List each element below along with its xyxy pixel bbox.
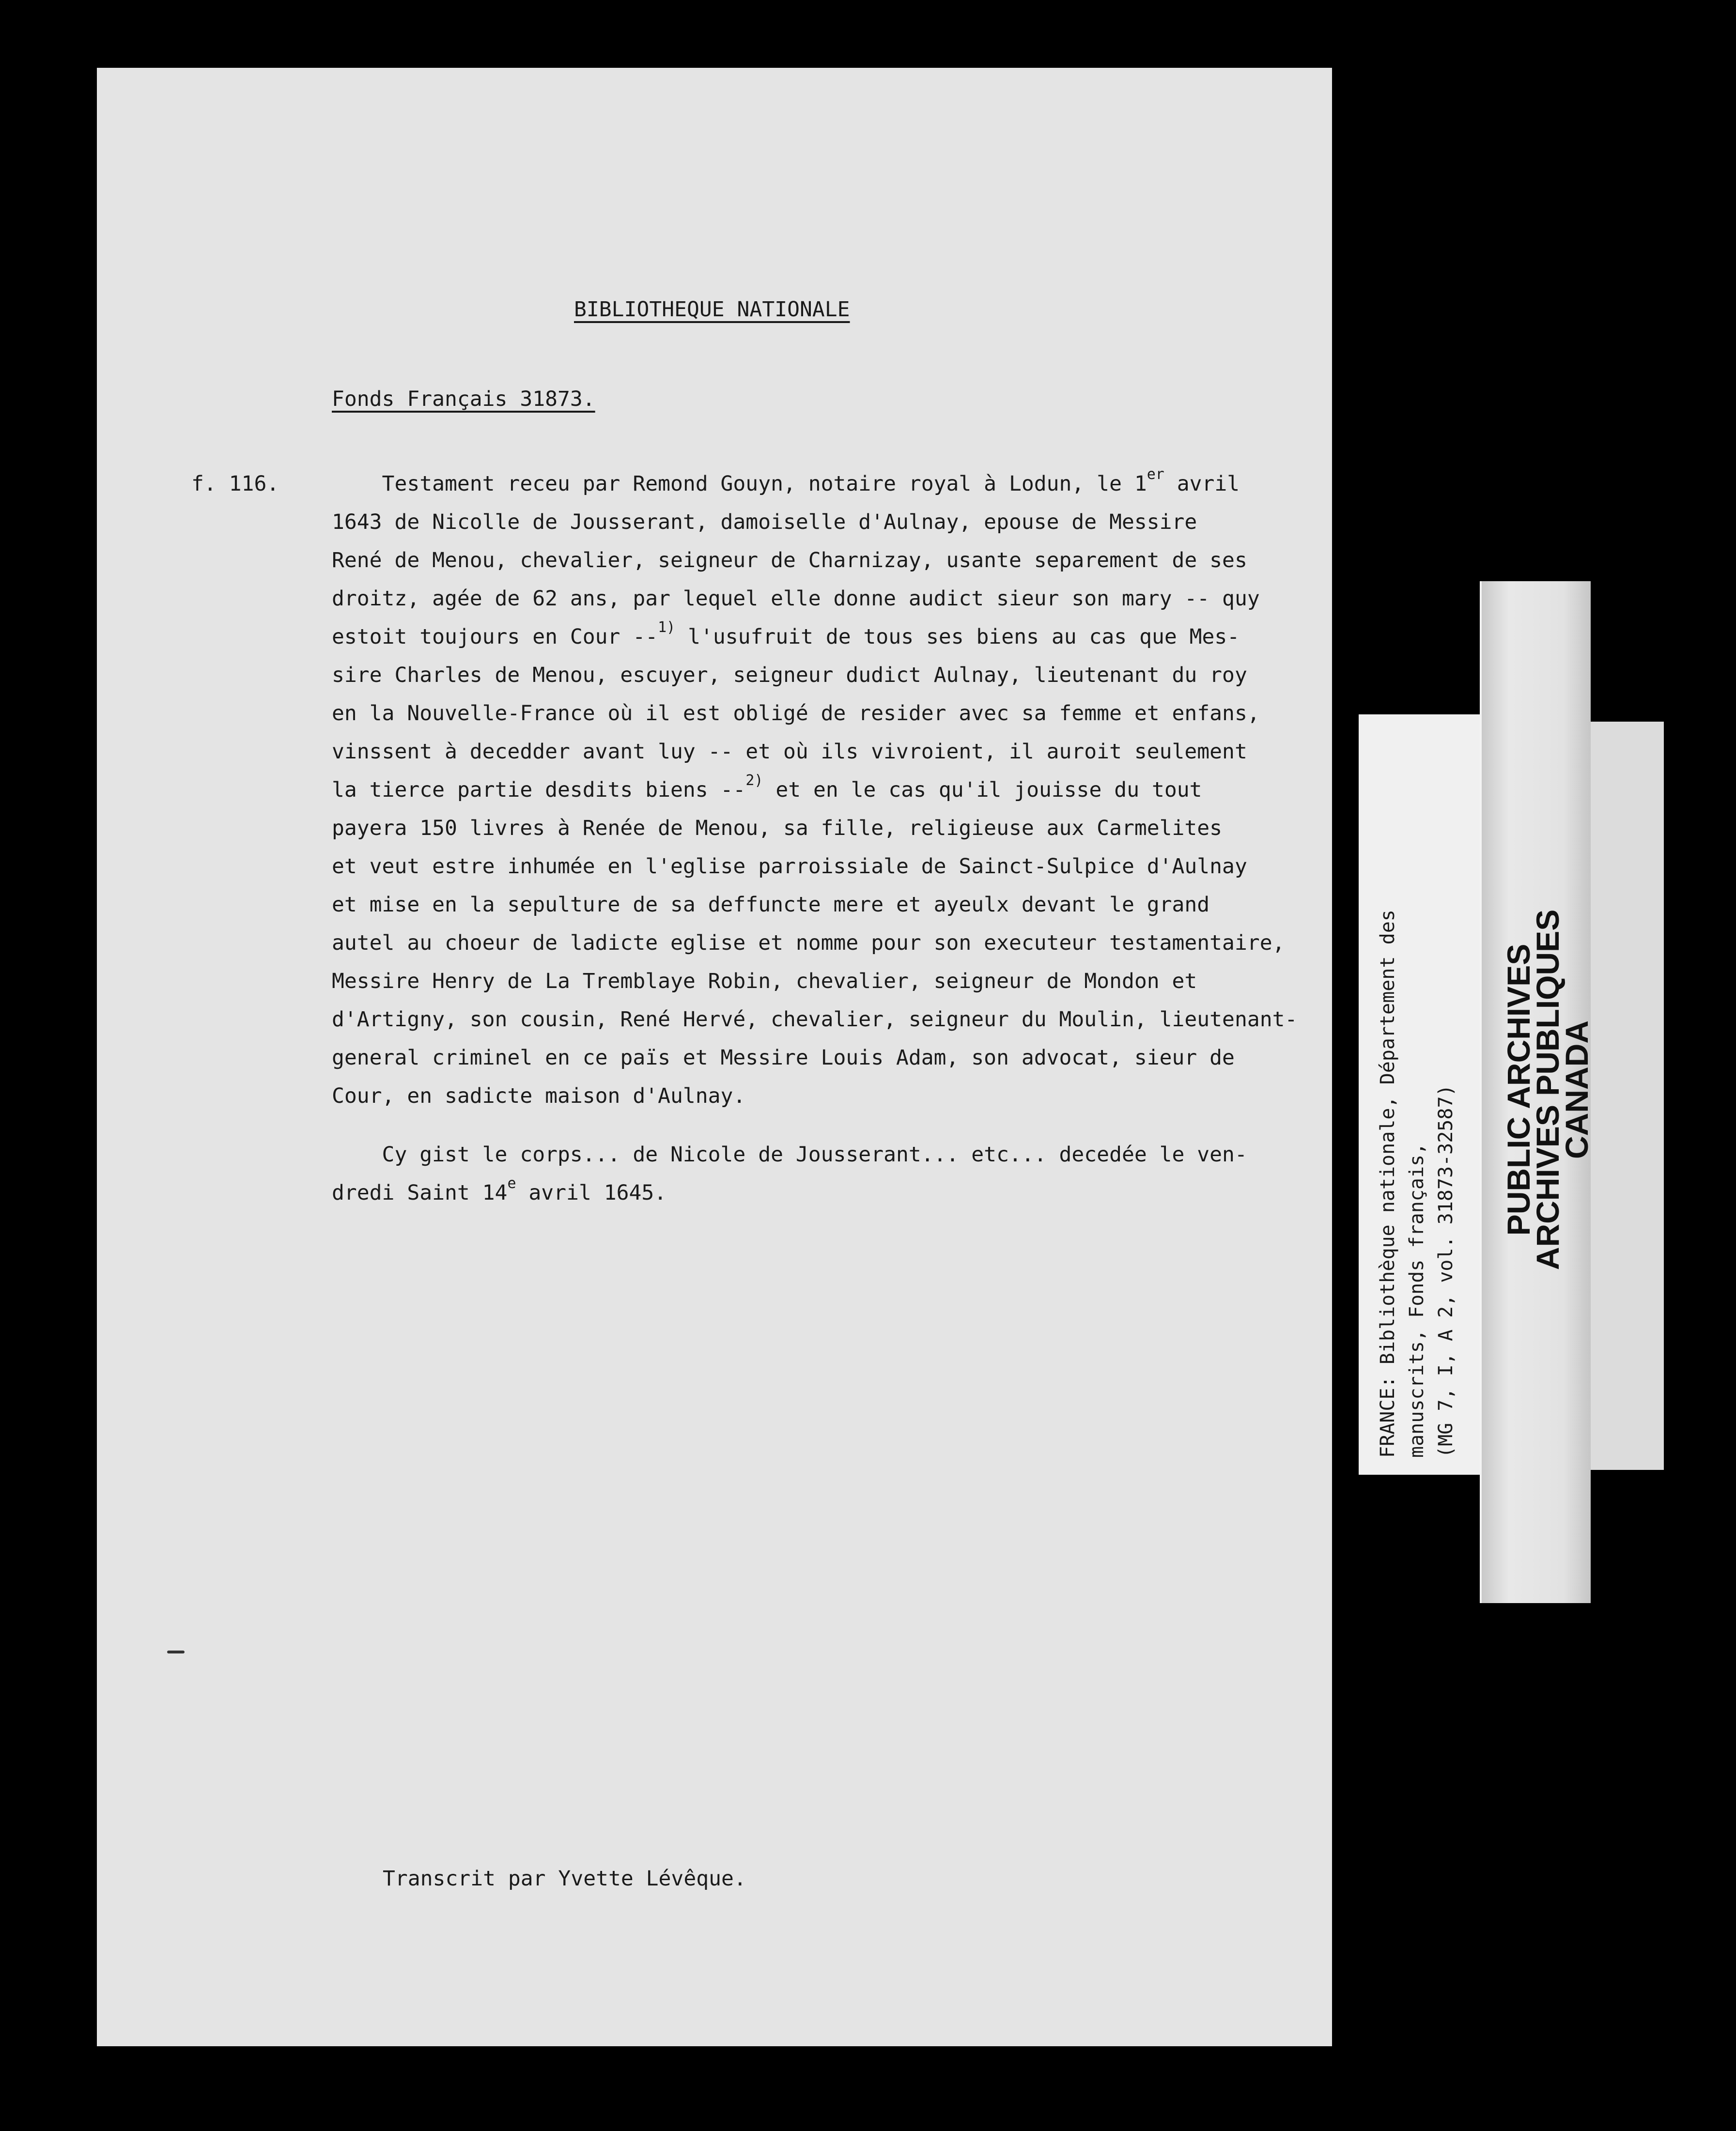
- text-line-main: d'Artigny, son cousin, René Hervé, chevalier, seigneur du Moulin, lieutenant-: [332, 1007, 1298, 1032]
- text-line-main: en la Nouvelle-France où il est obligé de resider avec sa femme et enfans,: [332, 701, 1260, 726]
- text-line: [332, 656, 1297, 695]
- text-line: [332, 1001, 1297, 1039]
- archive-stamp: [1501, 901, 1595, 1279]
- margin-mark: [167, 1651, 185, 1653]
- superscript: 2): [745, 772, 763, 789]
- text-line-main: René de Menou, chevalier, seigneur de Charnizay, usante separement de ses: [332, 548, 1247, 572]
- text-line: [332, 809, 1297, 848]
- text-line: [332, 733, 1297, 771]
- text-line-main: sire Charles de Menou, escuyer, seigneur dudict Aulnay, lieutenant du roy: [332, 663, 1247, 687]
- label-line-1: FRANCE: Bibliothèque nationale, Département des: [1377, 910, 1399, 1458]
- superscript: e: [507, 1175, 516, 1192]
- text-line-main: et mise en la sepulture de sa deffuncte mere et ayeulx devant le grand: [332, 893, 1210, 917]
- stamp-line-2: ARCHIVES PUBLIQUES: [1530, 909, 1566, 1270]
- text-line: [332, 1174, 1247, 1212]
- text-line: [332, 771, 1297, 809]
- text-line: [332, 924, 1297, 962]
- transcriber-note: Transcrit par Yvette Lévêque.: [383, 1867, 746, 1891]
- superscript: er: [1147, 466, 1164, 483]
- text-line-main: payera 150 livres à Renée de Menou, sa fille, religieuse aux Carmelites: [332, 816, 1223, 840]
- folio-number: f. 116.: [191, 472, 279, 496]
- text-line-main: et veut estre inhumée en l'eglise parroissiale de Sainct-Sulpice d'Aulnay: [332, 854, 1247, 879]
- testament-paragraph: [332, 465, 1297, 1115]
- text-line-main: vinssent à decedder avant luy -- et où ils vivroient, il auroit seulement: [332, 740, 1247, 764]
- text-line: [332, 962, 1297, 1001]
- text-line-main: dredi Saint 14: [332, 1181, 508, 1205]
- text-line-continuation: l'usufruit de tous ses biens au cas que Mes-: [675, 625, 1240, 649]
- text-line-main: Cour, en sadicte maison d'Aulnay.: [332, 1084, 746, 1108]
- text-line: [332, 503, 1297, 541]
- text-line-main: Cy gist le corps... de Nicole de Jousserant... etc... decedée le ven-: [332, 1143, 1247, 1167]
- text-line: [332, 580, 1297, 618]
- text-line-continuation: avril 1645.: [516, 1181, 667, 1205]
- epitaph-paragraph: [332, 1136, 1247, 1212]
- label-line-3: (MG 7, I, A 2, vol. 31873-32587): [1435, 1084, 1457, 1458]
- text-line-main: autel au choeur de ladicte eglise et nomme pour son executeur testamentaire,: [332, 931, 1285, 955]
- text-line-main: la tierce partie desdits biens --: [332, 778, 746, 802]
- stamp-line-1: PUBLIC ARCHIVES: [1501, 943, 1536, 1236]
- text-line: [332, 541, 1297, 580]
- document-heading: BIBLIOTHEQUE NATIONALE: [574, 297, 850, 322]
- text-line: [332, 848, 1297, 886]
- reference-label-text: [1373, 910, 1460, 1458]
- text-line: [332, 465, 1297, 503]
- text-line: [332, 1039, 1297, 1077]
- text-line-main: estoit toujours en Cour --: [332, 625, 658, 649]
- text-line-main: Testament receu par Remond Gouyn, notaire royal à Lodun, le 1: [332, 472, 1147, 496]
- fonds-reference: Fonds Français 31873.: [332, 387, 595, 411]
- text-line-main: 1643 de Nicolle de Jousserant, damoiselle d'Aulnay, epouse de Messire: [332, 510, 1197, 534]
- text-line: [332, 1136, 1247, 1174]
- text-line: [332, 695, 1297, 733]
- text-line: [332, 886, 1297, 924]
- text-line-main: general criminel en ce païs et Messire Louis Adam, son advocat, sieur de: [332, 1046, 1235, 1070]
- text-line: [332, 618, 1297, 656]
- text-line: [332, 1077, 1297, 1115]
- text-line-main: Messire Henry de La Tremblaye Robin, chevalier, seigneur de Mondon et: [332, 969, 1197, 993]
- superscript: 1): [658, 619, 676, 636]
- text-line-continuation: et en le cas qu'il jouisse du tout: [763, 778, 1202, 802]
- stamp-line-3: CANADA: [1559, 1020, 1595, 1159]
- text-line-main: droitz, agée de 62 ans, par lequel elle donne audict sieur son mary -- quy: [332, 587, 1260, 611]
- label-line-2: manuscrits, Fonds français,: [1406, 1143, 1428, 1458]
- text-line-continuation: avril: [1164, 472, 1240, 496]
